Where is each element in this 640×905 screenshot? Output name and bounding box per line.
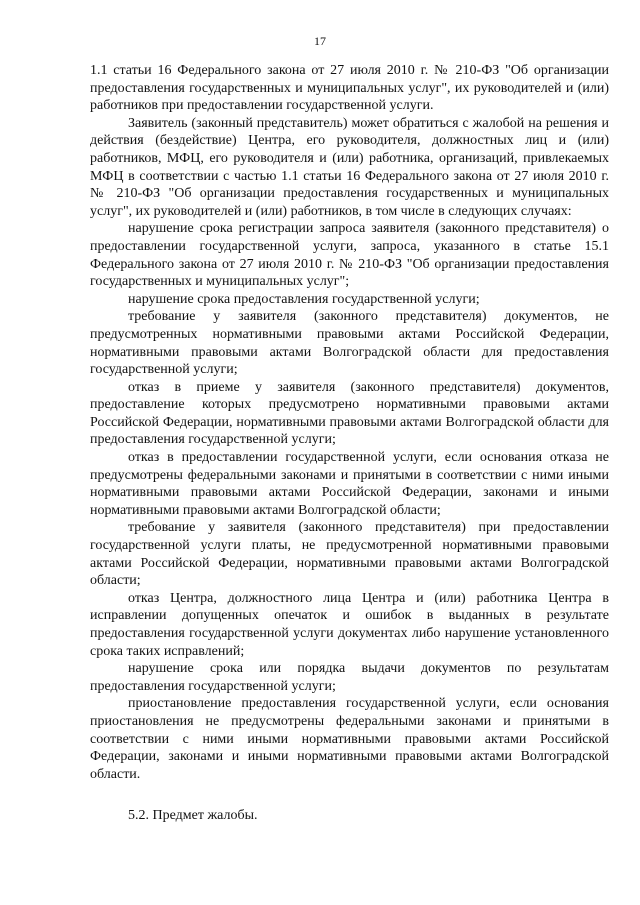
list-item-document-demand: требование у заявителя (законного представителя) документов, не предусмотренных нормативными правовыми актами Российской Федерации, нормативными правовыми актами Волгоградской области для предоставления государственной услуги; <box>90 309 609 378</box>
page-number: 17 <box>314 34 326 48</box>
paragraph-complaint-grounds: Заявитель (законный представитель) может обратиться с жалобой на решения и действия (бездействие) Центра, его руководителя, должностных лиц и (или) работников, МФЦ, его руководителя и (или) работника, организаций, привлекаемых МФЦ в соответствии с частью 1.1 статьи 16 Федерального закона от 27 июля 2010 г. № 210-ФЗ "Об организации предоставления государственных и муниципальных услуг", их руководителей и (или) работников, в том числе в следующих случаях: <box>90 115 609 219</box>
list-item-registration-violation: нарушение срока регистрации запроса заявителя (законного представителя) о предоставлении государственной услуги, запроса, указанного в статье 15.1 Федерального закона от 27 июля 2010 г. № 210-ФЗ "Об организации предоставления государственных и муниципальных услуг"; <box>90 221 609 290</box>
list-item-correction-refusal: отказ Центра, должностного лица Центра и (или) работника Центра в исправлении допущенных опечаток и ошибок в выданных в результате предоставления государственной услуги документах либо нарушение установленного срока таких исправлений; <box>90 590 609 659</box>
paragraph-continuation: 1.1 статьи 16 Федерального закона от 27 июля 2010 г. № 210-ФЗ "Об организации предоставления государственных и муниципальных услуг", их руководителей и (или) работников при предоставлении государственной услуги. <box>90 63 609 114</box>
section-heading: 5.2. Предмет жалобы. <box>128 808 258 824</box>
document-body <box>90 62 609 825</box>
list-item-issuance-violation: нарушение срока или порядка выдачи документов по результатам предоставления государственной услуги; <box>90 661 609 694</box>
list-item-fee-demand: требование у заявителя (законного представителя) при предоставлении государственной услуги платы, не предусмотренной нормативными правовыми актами Российской Федерации, нормативными правовыми актами Волгоградской области; <box>90 520 609 589</box>
list-item-suspension: приостановление предоставления государственной услуги, если основания приостановления не предусмотрены федеральными законами и принятыми в соответствии с ними иными нормативными правовыми актами Российской Федерации, законами и иными нормативными правовыми актами Волгоградской области. <box>90 696 609 782</box>
list-item-acceptance-refusal: отказ в приеме у заявителя (законного представителя) документов, предоставление которых предусмотрено нормативными правовыми актами Российской Федерации, нормативными правовыми актами Волгоградской области для предоставления государственной услуги; <box>90 379 609 448</box>
list-item-service-refusal: отказ в предоставлении государственной услуги, если основания отказа не предусмотрены федеральными законами и принятыми в соответствии с ними иными нормативными правовыми актами Российской Федерации, законами и иными нормативными правовыми актами Волгоградской области; <box>90 450 609 518</box>
list-item-term-violation: нарушение срока предоставления государственной услуги; <box>128 291 480 307</box>
